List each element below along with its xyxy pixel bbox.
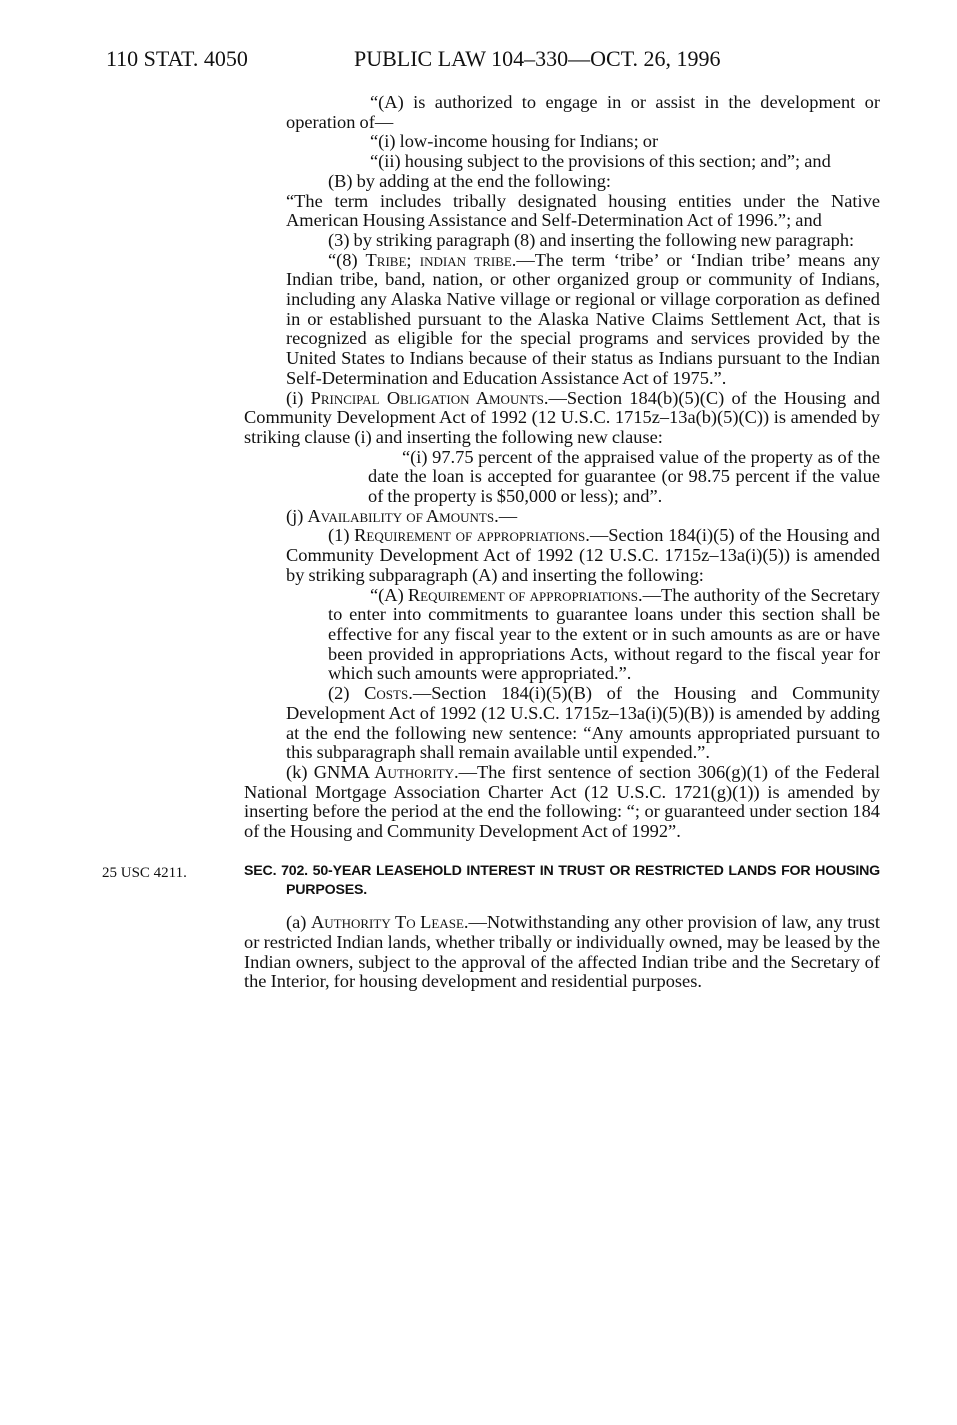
subsection-j-label: (j) (286, 505, 308, 526)
subsection-k-text: —The first sentence of section 306(g)(1) of the Federal National Mortgage Association Charter Act (12 U.S.C. 1721(g)(1)) is amended by inserting before the period at the end the following: “; or guaranteed under section 184 of the Housing and Community Development Act of 1992”. (244, 761, 880, 842)
paragraph-B: (B) by adding at the end the following: (328, 170, 612, 191)
paragraph-A: “(A) is authorized to engage in or assist in the development or operation of— (286, 92, 880, 132)
definition-tribe-text: —The term ‘tribe’ or ‘Indian tribe’ means any Indian tribe, band, nation, or other organized group or community of Indians, including any Alaska Native village or regional or village corporation as defined in or established pursuant to the Alaska Native Claims Settlement Act, that is recognized as eligible for the special programs and services provided by the United States to Indians because of their status as Indians pursuant to the Indian Self-Determination and Education Assistance Act of 1975.”. (286, 249, 880, 388)
subparagraph-jA-label: “(A) (370, 584, 408, 605)
paragraph-j2 (244, 684, 880, 763)
paragraph-3: (3) by striking paragraph (8) and inserting the following new paragraph: (328, 229, 855, 250)
subsection-k (244, 763, 880, 842)
paragraph-j2-label: (2) (328, 683, 365, 704)
subsection-k-heading: GNMA Authority. (313, 761, 459, 782)
subsection-i-heading: Principal Obligation Amounts. (310, 387, 549, 408)
paragraph-j1-text: —Section 184(i)(5) of the Housing and Community Development Act of 1992 (12 U.S.C. 1715z–13a(i)(5)) is amended by striking subparagraph (A) and inserting the following: (286, 525, 880, 585)
subsection-a-authority-to-lease (244, 913, 880, 992)
subsection-j-heading: Availability of Amounts. (307, 505, 499, 526)
paragraph-j2-heading: Costs. (364, 683, 413, 704)
public-law-title: PUBLIC LAW 104–330—OCT. 26, 1996 (354, 46, 721, 71)
term-includes-text: “The term includes tribally designated housing entities under the Native American Housing Assistance and Self-Determination Act of 1996.”; and (286, 190, 880, 231)
section-702-heading: SEC. 702. 50-YEAR LEASEHOLD INTEREST IN TRUST OR RESTRICTED LANDS FOR HOUSING PURPOSES. (244, 862, 880, 899)
statute-citation: 110 STAT. 4050 (106, 46, 248, 71)
paragraph-j1 (244, 526, 880, 585)
page-header (106, 46, 806, 76)
subsection-k-label: (k) (286, 761, 314, 782)
definition-tribe (244, 251, 880, 389)
subparagraph-jA-heading: Requirement of appropriations. (407, 584, 643, 605)
subparagraph-jA-text: —The authority of the Secretary to enter into commitments to guarantee loans under this section shall be effective for any fiscal year to the extent or in such amounts as are or have been provided in appropriations Acts, without regard to the fiscal year for which such amounts were appropriated.”. (328, 584, 880, 684)
paragraph-j1-heading: Requirement of appropriations. (354, 525, 590, 546)
paragraph-j2-text: —Section 184(i)(5)(B) of the Housing and Community Development Act of 1992 (12 U.S.C. 1715z–13a(i)(5)(B)) is amended by adding at the end the following new sentence: “Any amounts appropriated pursuant to this subparagraph shall remain available until expended.”. (286, 683, 881, 763)
paragraph-j1-label: (1) (328, 525, 355, 546)
margin-note-usc: 25 USC 4211. (102, 864, 187, 881)
section-702 (102, 862, 880, 901)
statute-body (102, 92, 881, 992)
subsection-i-text: —Section 184(b)(5)(C) of the Housing and Community Development Act of 1992 (12 U.S.C. 1715z–13a(b)(5)(C)) is amended by striking clause (i) and inserting the following new clause: (244, 387, 880, 447)
subsection-i-label: (i) (286, 387, 311, 408)
subsection-i (244, 389, 880, 448)
clause-ii-housing: “(ii) housing subject to the provisions of this section; and”; and (370, 151, 831, 172)
subsection-j-dash: — (498, 505, 518, 526)
definition-tribe-heading: “(8) Tribe; indian tribe. (328, 249, 517, 270)
subsection-j (244, 507, 880, 527)
clause-i-low-income: “(i) low-income housing for Indians; or (370, 131, 659, 152)
new-clause-i: “(i) 97.75 percent of the appraised value of the property as of the date the loan is accepted for guarantee (or 98.75 percent if the value of the property is $50,000 or less); and”. (368, 446, 880, 507)
subsection-a-label: (a) (286, 912, 311, 933)
subsection-a-heading: Authority To Lease. (311, 912, 469, 933)
subsection-a-text: —Notwithstanding any other provision of law, any trust or restricted Indian lands, whether tribally or individually owned, may be leased by the Indian owners, subject to the approval of the affected Indian tribe and the Secretary of the Interior, for housing development and residential purposes. (244, 912, 880, 992)
subparagraph-jA (244, 586, 880, 685)
